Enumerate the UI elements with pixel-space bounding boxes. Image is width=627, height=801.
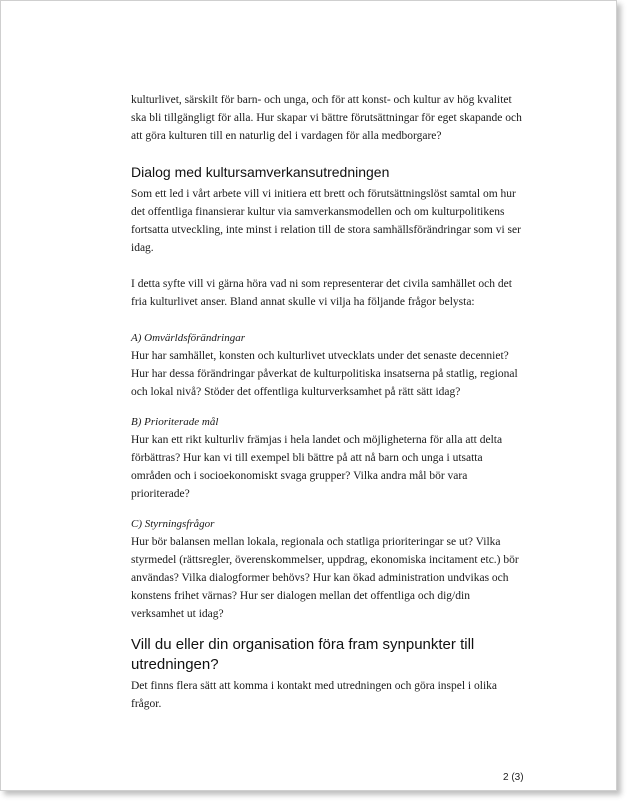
dialog-paragraph-1: Som ett led i vårt arbete vill vi initiera ett brett och förutsättningslöst samtal om hur det offentliga finansierar kultur via samverkansmodellen och om kulturpolitikens fortsatta utveckling, inte minst i relation till de stora samhällsförändringar som vi ser idag.: [131, 188, 521, 254]
question-block-c: [131, 515, 523, 623]
question-title-a: A) Omvärldsförändringar: [131, 332, 245, 344]
question-block-a: [131, 329, 523, 401]
section-heading-synpunkter: Vill du eller din organisation föra fram synpunkter till utredningen?: [131, 636, 475, 673]
section-heading-dialog: Dialog med kultursamverkansutredningen: [131, 164, 390, 180]
page-number: 2 (3): [503, 772, 524, 783]
page-content: [131, 91, 523, 731]
synpunkter-paragraph: Det finns flera sätt att komma i kontakt med utredningen och göra inspel i olika frågor.: [131, 680, 497, 710]
question-block-b: [131, 413, 523, 503]
question-title-c: C) Styrningsfrågor: [131, 518, 215, 530]
dialog-paragraph-2: I detta syfte vill vi gärna höra vad ni som representerar det civila samhället och det fria kulturlivet anser. Bland annat skulle vi vilja ha följande frågor belysta:: [131, 278, 512, 308]
intro-paragraph: kulturlivet, särskilt för barn- och unga, och för att konst- och kultur av hög kvalitet ska bli tillgängligt för alla. Hur skapar vi bättre förutsättningar för eget skapande och att göra kulturen till en naturlig del i vardagen för alla medborgare?: [131, 94, 522, 142]
question-title-b: B) Prioriterade mål: [131, 416, 219, 428]
question-text-a: Hur har samhället, konsten och kulturlivet utvecklats under det senaste decenniet? Hur har dessa förändringar påverkat de kulturpolitiska insatserna på statlig, regional och lokal nivå? Stöder det offentliga kulturverksamhet på rätt sätt idag?: [131, 350, 518, 398]
question-text-b: Hur kan ett rikt kulturliv främjas i hela landet och möjligheterna för alla att delta förbättras? Hur kan vi till exempel bli bättre på att nå barn och unga i utsatta områden och i socioekonomiskt svaga grupper? Vilka andra mål bör vara prioriterade?: [131, 434, 503, 500]
question-text-c: Hur bör balansen mellan lokala, regionala och statliga prioriteringar se ut? Vilka styrmedel (rättsregler, överenskommelser, uppdrag, ekonomiska incitament etc.) bör användas? Vilka dialogformer behövs? Hur kan ökad administration undvikas och konstens frihet värnas? Hur ser dialogen mellan det offentliga och dig/din verksamhet ut idag?: [131, 536, 519, 620]
